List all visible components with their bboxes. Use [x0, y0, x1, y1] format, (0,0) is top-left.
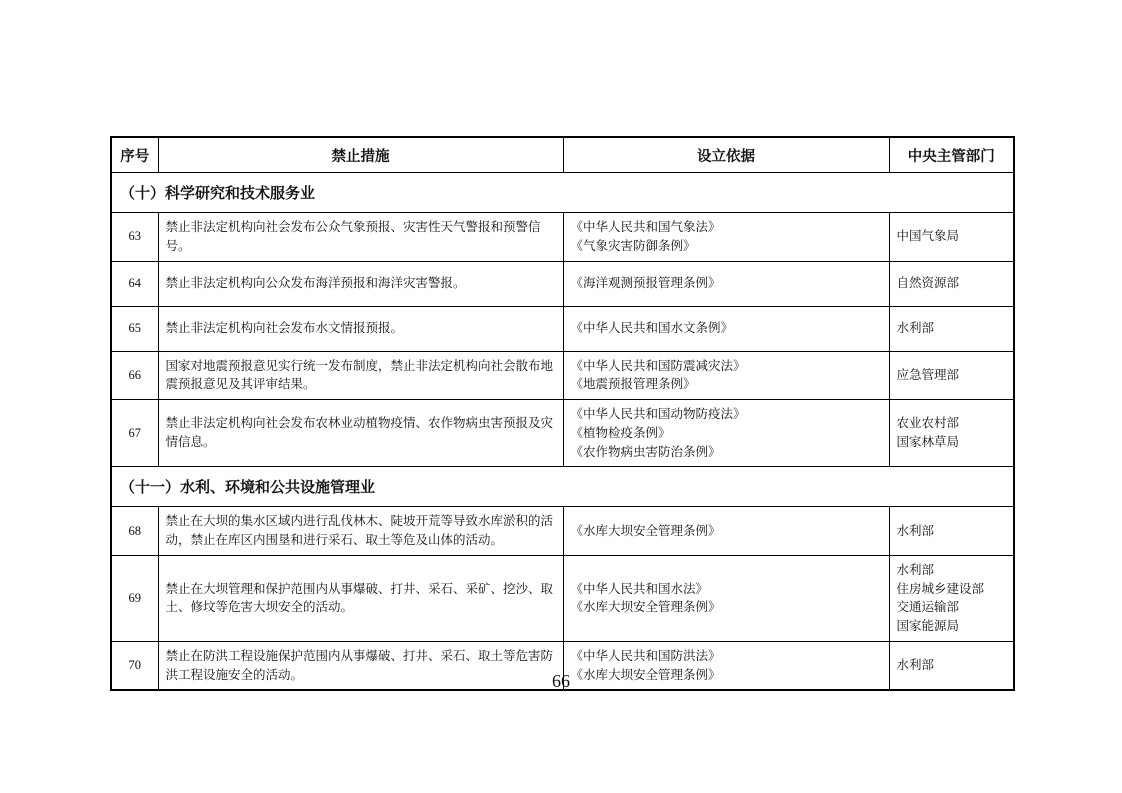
department-item: 交通运输部	[896, 600, 960, 615]
row-number: 65	[111, 306, 158, 351]
table-row	[111, 213, 1014, 262]
competent-department	[889, 400, 1014, 467]
table-row	[111, 507, 1014, 556]
legal-basis	[563, 213, 889, 262]
legal-basis-item: 《水库大坝安全管理条例》	[570, 523, 721, 538]
prohibited-measure: 禁止在大坝管理和保护范围内从事爆破、打井、采石、采矿、挖沙、取土、修坟等危害大坝安全的活动。	[158, 555, 563, 641]
legal-basis	[563, 351, 889, 400]
row-number: 64	[111, 261, 158, 306]
legal-basis-item: 《水库大坝安全管理条例》	[570, 667, 721, 682]
legal-basis-item: 《水库大坝安全管理条例》	[570, 600, 721, 615]
section-title: （十一）水利、环境和公共设施管理业	[111, 467, 1014, 507]
legal-basis-item: 《农作物病虫害防治条例》	[570, 444, 721, 459]
table-header	[111, 137, 1014, 173]
section-title: （十）科学研究和技术服务业	[111, 173, 1014, 213]
competent-department	[889, 351, 1014, 400]
col-header-basis: 设立依据	[563, 137, 889, 173]
col-header-dept: 中央主管部门	[889, 137, 1014, 173]
department-item: 国家能源局	[896, 619, 960, 633]
row-number: 70	[111, 641, 158, 690]
legal-basis-item: 《植物检疫条例》	[570, 425, 671, 440]
competent-department	[889, 261, 1014, 306]
prohibited-measure: 禁止非法定机构向社会发布农林业动植物疫情、农作物病虫害预报及灾情信息。	[158, 400, 563, 467]
row-number: 69	[111, 555, 158, 641]
legal-basis	[563, 306, 889, 351]
prohibited-measure: 禁止在防洪工程设施保护范围内从事爆破、打井、采石、取土等危害防洪工程设施安全的活动。	[158, 641, 563, 690]
legal-basis-item: 《海洋观测预报管理条例》	[570, 276, 721, 291]
legal-basis-item: 《中华人民共和国水文条例》	[570, 321, 734, 336]
legal-basis-item: 《中华人民共和国气象法》	[570, 220, 721, 234]
row-number: 68	[111, 507, 158, 556]
table-row	[111, 306, 1014, 351]
department-item: 水利部	[896, 321, 935, 336]
prohibited-measure: 禁止非法定机构向社会发布公众气象预报、灾害性天气警报和预警信号。	[158, 213, 563, 262]
competent-department	[889, 555, 1014, 641]
department-item: 应急管理部	[896, 367, 960, 382]
section-header-row	[111, 467, 1014, 507]
department-item: 水利部	[896, 658, 935, 673]
department-item: 中国气象局	[896, 229, 960, 244]
legal-basis-item: 《中华人民共和国防震减灾法》	[570, 358, 746, 373]
department-item: 住房城乡建设部	[896, 581, 985, 596]
prohibited-measure: 禁止在大坝的集水区域内进行乱伐林木、陡坡开荒等导致水库淤积的活动，禁止在库区内围垦和进行采石、取土等危及山体的活动。	[158, 507, 563, 556]
legal-basis-item: 《中华人民共和国防洪法》	[570, 648, 721, 663]
prohibited-measure: 禁止非法定机构向社会发布水文情报预报。	[158, 306, 563, 351]
prohibited-measure: 禁止非法定机构向公众发布海洋预报和海洋灾害警报。	[158, 261, 563, 306]
legal-basis-item: 《气象灾害防御条例》	[570, 238, 696, 253]
competent-department	[889, 306, 1014, 351]
header-row	[111, 137, 1014, 173]
section-header-row	[111, 173, 1014, 213]
table-row	[111, 261, 1014, 306]
legal-basis-item: 《地震预报管理条例》	[570, 377, 696, 392]
legal-basis	[563, 261, 889, 306]
competent-department	[889, 213, 1014, 262]
row-number: 67	[111, 400, 158, 467]
legal-basis-item: 《中华人民共和国水法》	[570, 581, 709, 596]
department-item: 水利部	[896, 523, 935, 538]
legal-basis-item: 《中华人民共和国动物防疫法》	[570, 407, 746, 421]
row-number: 63	[111, 213, 158, 262]
col-header-measure: 禁止措施	[158, 137, 563, 173]
prohibited-measures-table	[110, 136, 1015, 691]
row-number: 66	[111, 351, 158, 400]
department-item: 农业农村部	[896, 416, 960, 431]
table-row	[111, 555, 1014, 641]
department-item: 国家林草局	[896, 435, 960, 450]
legal-basis	[563, 555, 889, 641]
legal-basis	[563, 400, 889, 467]
table-row	[111, 351, 1014, 400]
col-header-seq: 序号	[111, 137, 158, 173]
competent-department	[889, 507, 1014, 556]
table-body	[111, 173, 1014, 691]
table-row	[111, 400, 1014, 467]
prohibited-measure: 国家对地震预报意见实行统一发布制度，禁止非法定机构向社会散布地震预报意见及其评审结果。	[158, 351, 563, 400]
page-number: 66	[552, 671, 570, 691]
legal-basis	[563, 507, 889, 556]
department-item: 水利部	[896, 562, 935, 577]
department-item: 自然资源部	[896, 276, 960, 291]
